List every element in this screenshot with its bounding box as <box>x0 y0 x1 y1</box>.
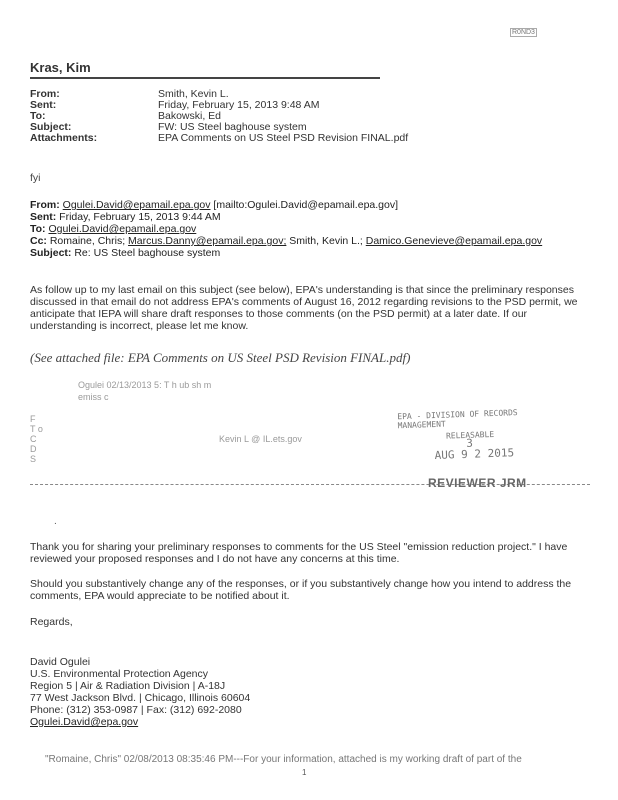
fyi-note: fyi <box>30 172 41 184</box>
page-number: 1 <box>302 768 307 777</box>
signature-name: David Ogulei <box>30 656 91 668</box>
faint-row-date: D <box>30 444 37 454</box>
header-subject-value: FW: US Steel baghouse system <box>158 121 307 133</box>
release-stamp <box>397 408 529 464</box>
mailbox-owner: Kras, Kim <box>30 60 91 75</box>
stamp-date: AUG 9 2 2015 <box>434 446 515 462</box>
fwd-to-label: To: <box>30 223 46 235</box>
header-to-label: To: <box>30 110 46 122</box>
fwd-cc-label: Cc: <box>30 235 47 247</box>
stamp-number: 3 <box>466 436 474 450</box>
header-to-value: Bakowski, Ed <box>158 110 222 122</box>
reply-paragraph-1: Thank you for sharing your preliminary responses to comments for the US Steel "emission reduction project." I have reviewed your proposed responses and I do not have any concerns at this time. <box>30 541 568 565</box>
signature-region: Region 5 | Air & Radiation Division | A-18J <box>30 680 226 692</box>
header-attachments-label: Attachments: <box>30 132 98 144</box>
header-subject-label: Subject: <box>30 121 72 133</box>
regards: Regards, <box>30 616 73 628</box>
fwd-sent-value: Friday, February 15, 2013 9:44 AM <box>59 211 221 223</box>
fwd-to <box>30 223 196 235</box>
fwd-cc-4-link[interactable]: Damico.Genevieve@epamail.epa.gov <box>365 235 543 247</box>
fwd-from-label: From: <box>30 199 60 211</box>
signature-address: 77 West Jackson Blvd. | Chicago, Illinois 60604 <box>30 692 251 704</box>
stray-mark: . <box>54 516 57 527</box>
signature-block <box>30 656 250 728</box>
fwd-cc <box>30 235 542 247</box>
fwd-cc-3: Smith, Kevin L.; <box>289 235 363 247</box>
release-mark: R0ND3 <box>512 29 535 36</box>
reply-paragraph-2: Should you substantively change any of the responses, or if you substantively change how you intend to address the comments, EPA would appreciate to be notified about it. <box>30 578 572 602</box>
quoted-footer: "Romaine, Chris" 02/08/2013 08:35:46 PM---For your information, attached is my working draft of part of the <box>45 754 522 765</box>
signature-org: U.S. Environmental Protection Agency <box>30 668 209 680</box>
body-paragraph: As follow up to my last email on this subject (see below), EPA's understanding is that since the preliminary responses discussed in that email do not address EPA's comments of August 16, 2012 regarding revisions to the PSD permit, we anticipate that IEPA will share draft responses to those comments (on the PSD permit) at a later date. If our understanding is incorrect, please let me know. <box>30 284 578 332</box>
header-from-value: Smith, Kevin L. <box>158 88 229 100</box>
faint-row-from: F <box>30 414 36 424</box>
header-attachments <box>30 132 408 144</box>
fwd-subject-value: Re: US Steel baghouse system <box>74 247 221 259</box>
faint-row-cc-value: Kevin L @ IL.ets.gov <box>219 434 302 444</box>
fwd-from-mailto: [mailto:Ogulei.David@epamail.epa.gov] <box>213 199 399 211</box>
owner-divider <box>30 77 380 79</box>
faint-header-line2: emiss c <box>78 392 109 402</box>
stamp-division: EPA - DIVISION OF RECORDS MANAGEMENT <box>397 408 518 431</box>
faint-row-subject: S <box>30 454 37 464</box>
fwd-from-email-link[interactable]: Ogulei.David@epamail.epa.gov <box>62 199 211 211</box>
faint-row-cc <box>30 434 302 444</box>
fwd-cc-1: Romaine, Chris; <box>49 235 126 247</box>
reviewer-stamp: REVIEWER JRM <box>428 476 527 490</box>
faint-row-to-label: T o <box>30 424 43 434</box>
fwd-subject-label: Subject: <box>30 247 72 259</box>
attached-file-note[interactable]: (See attached file: EPA Comments on US Steel PSD Revision FINAL.pdf) <box>30 350 411 365</box>
header-attachments-value[interactable]: EPA Comments on US Steel PSD Revision FINAL.pdf <box>158 132 409 144</box>
fwd-to-email-link[interactable]: Ogulei.David@epamail.epa.gov <box>48 223 197 235</box>
fwd-sent <box>30 211 221 223</box>
faint-header-line1: Ogulei 02/13/2013 5: T h ub sh m <box>78 380 212 390</box>
header-from-label: From: <box>30 88 60 100</box>
faint-row-cc-label: C <box>30 434 39 444</box>
header-sent-label: Sent: <box>30 99 57 111</box>
fwd-from <box>30 199 398 211</box>
signature-email-link[interactable]: Ogulei.David@epa.gov <box>30 716 139 728</box>
header-sent-value: Friday, February 15, 2013 9:48 AM <box>158 99 320 111</box>
stamp-releasable: RELEASABLE <box>445 429 495 441</box>
faint-row-to <box>30 424 205 434</box>
signature-phone: Phone: (312) 353-0987 | Fax: (312) 692-2080 <box>30 704 242 716</box>
fwd-sent-label: Sent: <box>30 211 57 223</box>
fwd-subject <box>30 247 220 259</box>
fwd-cc-2-link[interactable]: Marcus.Danny@epamail.epa.gov; <box>128 235 287 247</box>
